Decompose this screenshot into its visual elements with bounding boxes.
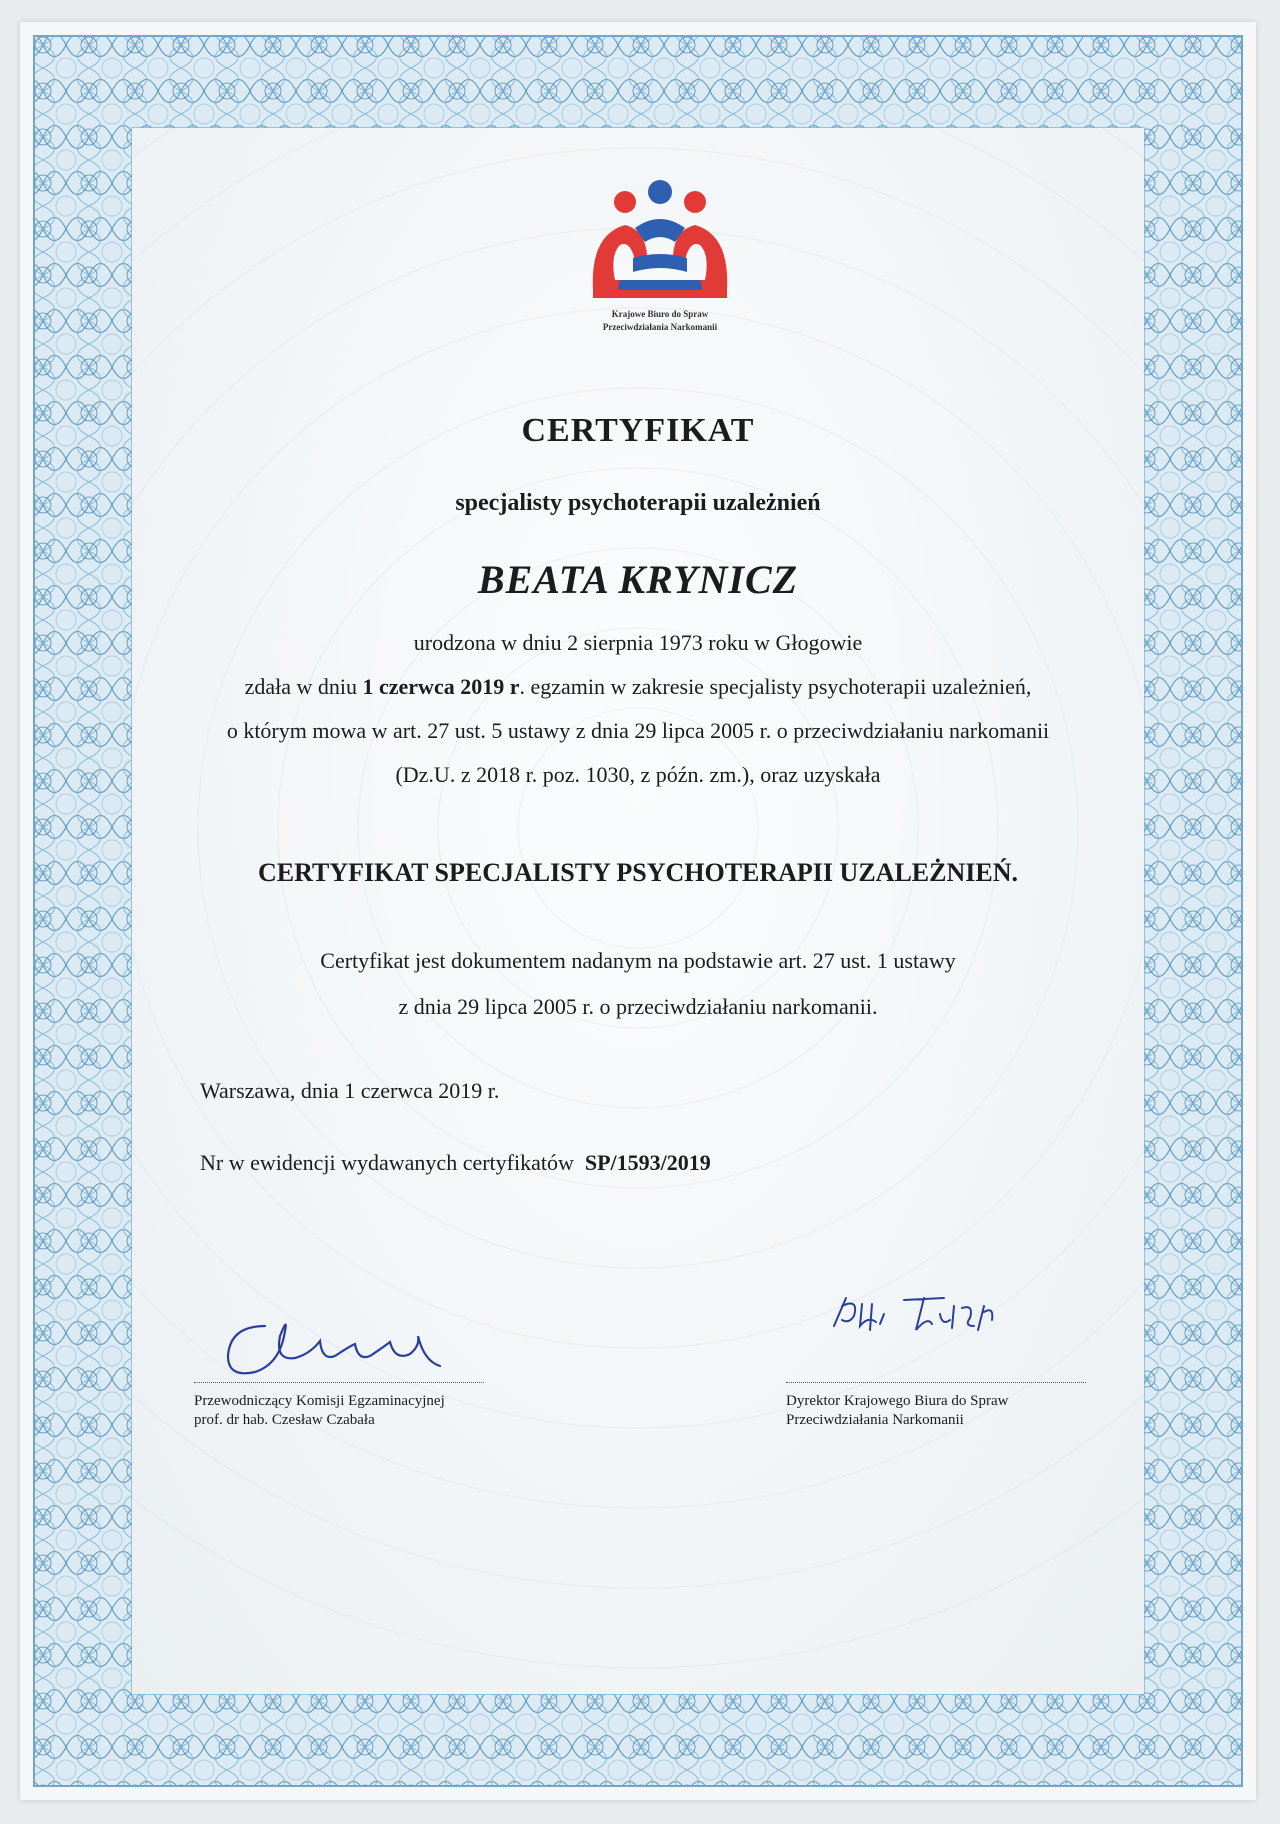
background-pattern — [132, 128, 1144, 1694]
exam-line — [132, 674, 1144, 700]
exam-date: 1 czerwca 2019 r — [362, 674, 520, 699]
director-signature-line — [786, 1382, 1086, 1383]
place-date: Warszawa, dnia 1 czerwca 2019 r. — [200, 1078, 500, 1103]
certificate-title: CERTYFIKAT — [521, 412, 755, 449]
people-logo-icon — [575, 180, 745, 305]
registry-label: Nr w ewidencji wydawanych certyfikatów — [200, 1150, 574, 1175]
director-caption-line1: Dyrektor Krajowego Biura do Spraw — [786, 1393, 1009, 1409]
certificate-name: CERTYFIKAT SPECJALISTY PSYCHOTERAPII UZALEŻNIEŃ. — [258, 858, 1018, 887]
registry-line — [200, 1150, 711, 1176]
chairman-signature-line — [194, 1382, 484, 1383]
logo-caption-line1: Krajowe Biuro do Spraw — [611, 309, 709, 319]
chairman-signature — [210, 1306, 450, 1386]
law-reference-line: o którym mowa w art. 27 ust. 5 ustawy z dnia 29 lipca 2005 r. o przeciwdziałaniu narkomanii — [226, 718, 1050, 743]
director-caption-line2: Przeciwdziałania Narkomanii — [786, 1412, 964, 1428]
organization-logo — [575, 180, 745, 340]
basis-line-2: z dnia 29 lipca 2005 r. o przeciwdziałaniu narkomanii. — [398, 994, 878, 1019]
holder-name: BEATA KRYNICZ — [477, 557, 799, 602]
registry-number: SP/1593/2019 — [584, 1150, 711, 1175]
basis-line-1: Certyfikat jest dokumentem nadanym na podstawie art. 27 ust. 1 ustawy — [320, 948, 956, 973]
logo-caption-line2: Przeciwdziałania Narkomanii — [602, 322, 718, 332]
exam-suffix: . egzamin w zakresie specjalisty psychoterapii uzależnień, — [519, 674, 1032, 699]
chairman-caption-line2: prof. dr hab. Czesław Czabała — [194, 1412, 375, 1428]
birth-line: urodzona w dniu 2 sierpnia 1973 roku w Głogowie — [413, 630, 863, 655]
director-signature — [824, 1286, 1034, 1356]
certificate-subtitle: specjalisty psychoterapii uzależnień — [455, 490, 821, 516]
chairman-caption-line1: Przewodniczący Komisji Egzaminacyjnej — [194, 1393, 445, 1409]
certificate-body — [132, 128, 1144, 1694]
certificate-sheet — [20, 22, 1256, 1800]
journal-reference-line: (Dz.U. z 2018 r. poz. 1030, z późn. zm.), oraz uzyskała — [395, 762, 881, 787]
exam-prefix: zdała w dniu — [244, 674, 363, 699]
